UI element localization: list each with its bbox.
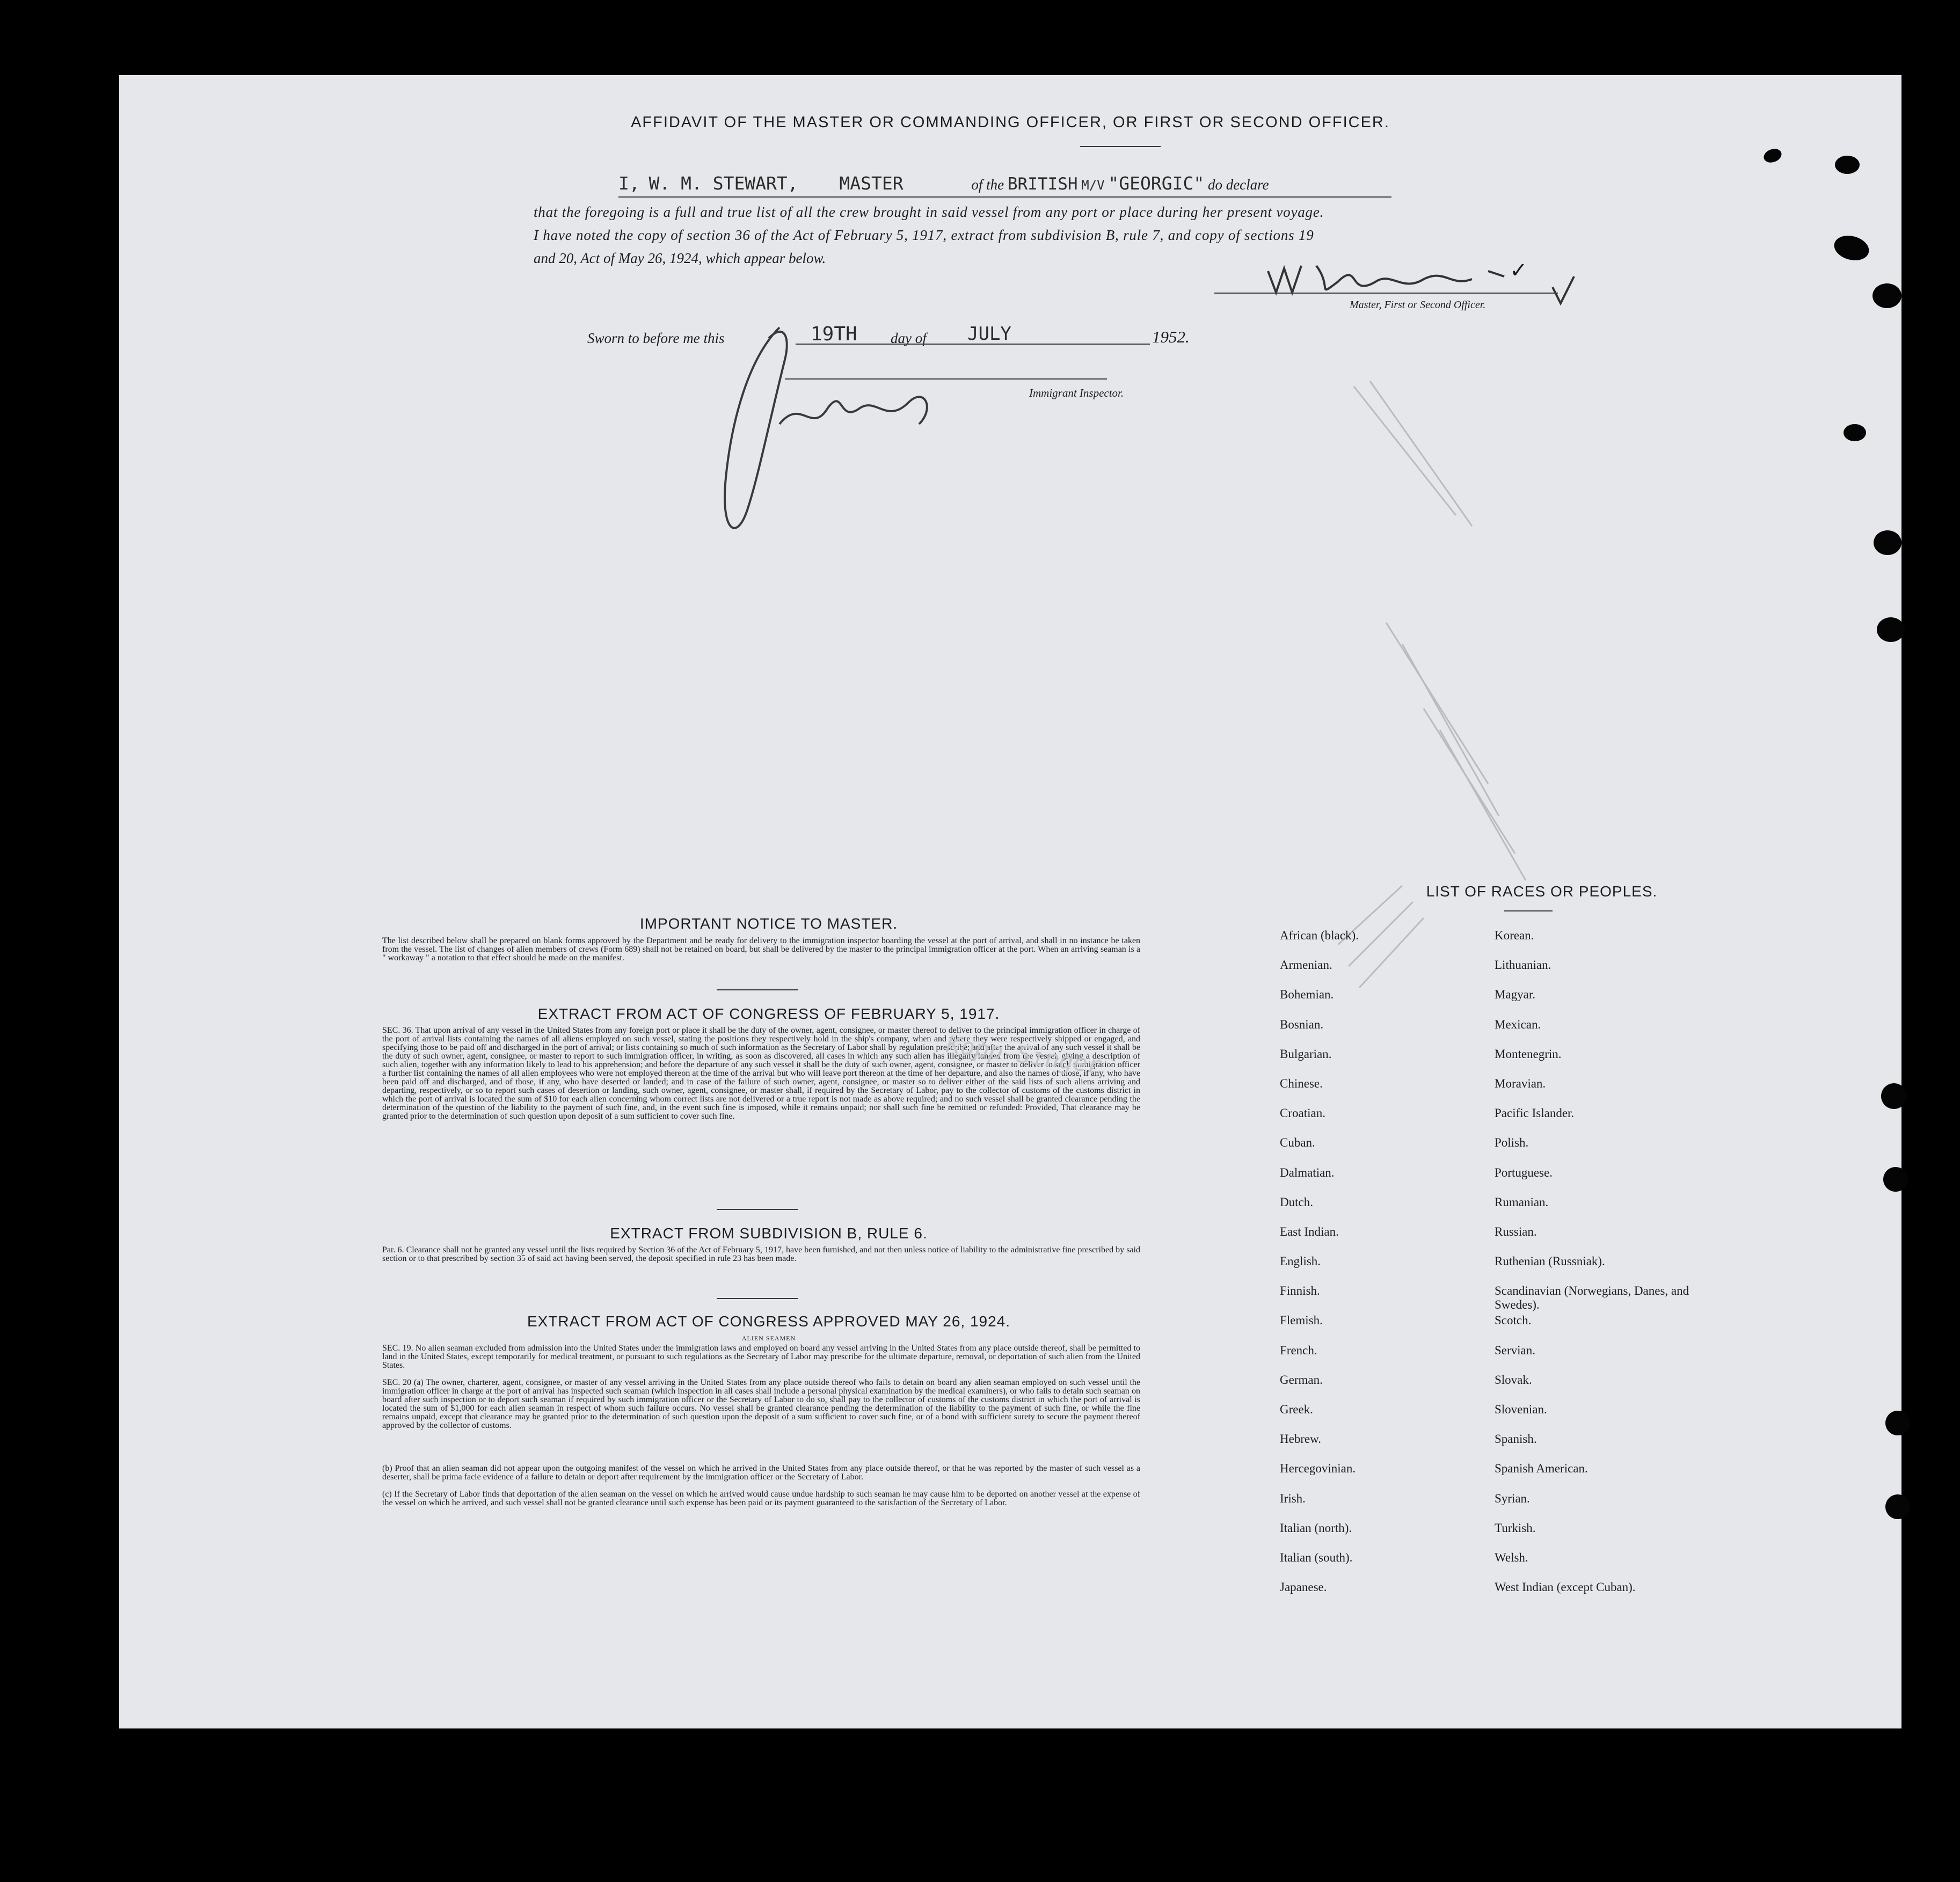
races-table [1280, 929, 1731, 1610]
race-left: Flemish. [1280, 1314, 1323, 1327]
races-row [1280, 1521, 1731, 1551]
document-page [119, 75, 1901, 1728]
check-mark: ✓ [1510, 258, 1528, 282]
sworn-day: 19TH [811, 323, 857, 345]
extract-1917-divider [717, 1209, 798, 1210]
punch-hole [1883, 1167, 1908, 1192]
races-row [1280, 1254, 1731, 1284]
extract-1924-sec20b: (b) Proof that an alien seaman did not appear upon the outgoing manifest of the vessel on which he arrived in the United States from any place outside thereof, or that he was reported by the master of such vessel as a deserter, shall be prima facie evidence of a failure to detain or deport after requirement by the immigration officer or the Secretary of Labor. [382, 1464, 1140, 1482]
races-list [1280, 929, 1731, 1610]
races-row [1280, 1047, 1731, 1077]
races-row [1280, 1432, 1731, 1462]
punch-hole [1872, 283, 1901, 308]
race-right: Scandinavian (Norwegians, Danes, and Swedes). [1495, 1284, 1689, 1312]
races-row [1280, 1077, 1731, 1106]
extract-1924-sec19: SEC. 19. No alien seaman excluded from admission into the United States under the immigration laws and employed on board any vessel arriving in the United States from any place outside thereof, shall be permitted to land in the United States, except temporarily for medical treatment, or pursuant to such regulations as the Secretary of Labor may prescribe for the ultimate departure, removal, or deportation of such alien from the United States. [382, 1344, 1140, 1370]
race-left: Dalmatian. [1280, 1165, 1335, 1179]
race-left: Italian (north). [1280, 1521, 1352, 1535]
race-left: French. [1280, 1343, 1317, 1357]
race-right: Slovak. [1495, 1373, 1532, 1387]
inspector-signature-scribble [699, 317, 957, 542]
vessel-name: "GEORGIC" [1108, 173, 1205, 194]
declaration-line-3: I have noted the copy of section 36 of the Act of February 5, 1917, extract from subdivision B, rule 7, and copy of sections 19 [534, 227, 1314, 243]
subdivision-text: Par. 6. Clearance shall not be granted any vessel until the lists required by Section 36 of the Act of February 5, 1917, have been furnished, and not then unless notice of liability to the administrative fine prescribed by said section or to that prescribed by section 35 of said act having been served, the deposit specified in rule 23 has been made. [382, 1245, 1140, 1263]
race-right: Magyar. [1495, 988, 1536, 1002]
race-left: Bulgarian. [1280, 1047, 1332, 1061]
races-row [1280, 1106, 1731, 1136]
race-right: Korean. [1495, 929, 1534, 942]
race-right: Welsh. [1495, 1550, 1528, 1564]
race-left: Italian (south). [1280, 1550, 1353, 1564]
punch-hole [1881, 1083, 1907, 1109]
race-right: Portuguese. [1495, 1165, 1553, 1179]
race-left: Bosnian. [1280, 1017, 1324, 1031]
bleed-through-marks [1338, 301, 1563, 1015]
notice-text: The list described below shall be prepared on blank forms approved by the Department and be ready for delivery to the immigration inspector boarding the vessel at the port of arrival, and shall in no instance be taken from the vessel. The list of changes of alien members of crews (Form 689) shall not be retained on board, but shall be delivered by the master to the principal immigration officer at the port. When an arriving seaman is a " workaway " a notation to that effect should be made on the manifest. [382, 936, 1140, 962]
punch-hole [1874, 530, 1901, 555]
race-left: English. [1280, 1254, 1321, 1268]
of-the-label: of the [971, 177, 1004, 193]
race-right: Rumanian. [1495, 1195, 1549, 1209]
race-left: Bohemian. [1280, 988, 1334, 1002]
race-right: Pacific Islander. [1495, 1106, 1575, 1120]
subdivision-title: EXTRACT FROM SUBDIVISION B, RULE 6. [610, 1225, 928, 1242]
race-right: Mexican. [1495, 1017, 1541, 1031]
declarant-i: I, [618, 173, 640, 194]
race-right: West Indian (except Cuban). [1495, 1580, 1636, 1594]
margin-note: Kopp Singer [944, 1030, 1104, 1080]
subdivision-divider [717, 1298, 798, 1299]
race-right: Polish. [1495, 1136, 1529, 1150]
race-right: Russian. [1495, 1224, 1537, 1238]
race-left: Japanese. [1280, 1580, 1327, 1594]
races-row [1280, 1462, 1731, 1491]
race-right: Turkish. [1495, 1521, 1536, 1535]
inspector-line [785, 378, 1107, 380]
races-row [1280, 1225, 1731, 1254]
sworn-label: Sworn to before me this [587, 330, 725, 346]
sworn-year: 1952. [1152, 327, 1190, 346]
affidavit-title: AFFIDAVIT OF THE MASTER OR COMMANDING OFFICER, OR FIRST OR SECOND OFFICER. [631, 114, 1390, 131]
races-title: LIST OF RACES OR PEOPLES. [1426, 883, 1658, 900]
declaration-line-1 [618, 173, 1687, 194]
punch-hole [1835, 156, 1860, 174]
race-right: Slovenian. [1495, 1403, 1547, 1416]
signature-caption: Master, First or Second Officer. [1350, 299, 1486, 311]
race-right: Scotch. [1495, 1314, 1532, 1327]
inspector-caption: Immigrant Inspector. [1029, 386, 1124, 399]
race-right: Spanish. [1495, 1432, 1537, 1446]
race-left: Greek. [1280, 1403, 1313, 1416]
declaration-line-2: that the foregoing is a full and true list of all the crew brought in said vessel from any port or place during her present voyage. [534, 204, 1324, 220]
races-row [1280, 1373, 1731, 1403]
races-row [1280, 1166, 1731, 1195]
race-left: Chinese. [1280, 1076, 1323, 1090]
race-left: Croatian. [1280, 1106, 1325, 1120]
race-left: Hercegovinian. [1280, 1462, 1356, 1476]
race-left: African (black). [1280, 929, 1359, 942]
punch-hole [1885, 1411, 1910, 1435]
day-of-label: day of [891, 330, 927, 346]
races-row [1280, 1195, 1731, 1225]
race-right: Spanish American. [1495, 1462, 1588, 1476]
punch-hole [1885, 1494, 1910, 1519]
extract-1917-text: SEC. 36. That upon arrival of any vessel in the United States from any foreign port or place it shall be the duty of the owner, agent, consignee, or master thereof to deliver to the principal immigration officer in charge of the port of arrival lists containing the names of all aliens employed on such vessel, stating the positions they respectively hold in the ship's company, when and where they were respectively shipped or engaged, and specifying those to be paid off and discharged in the port of arrival; or lists containing so much of such information as the Secretary of Labor shall by regulation prescribe; and after the arrival of any such vessel it shall be the duty of such owner, agent, consignee, or master to report to such immigration officer, in writing, as soon as discovered, all cases in which any such alien has illegally landed from the vessel, giving a description of such alien, together with any information likely to lead to his apprehension; and before the departure of any such vessel it shall be the duty of such owner, agent, consignee, or master to deliver to such immigration officer a further list containing the names of all alien employees who were not employed thereon at the time of the arrival but who will leave port thereon at the time of her departure, and also the names of those, if any, who have been paid off and discharged, and of those, if any, who have deserted or landed; and in case of the failure of such owner, agent, consignee, or master so to deliver either of the said lists of such aliens arriving and departing, respectively, or so to report such cases of desertion or landing, such owner, agent, consignee, or master shall, if required by the Secretary of Labor, pay to the collector of customs of the customs district in which the port of arrival is located the sum of $10 for each alien concerning whom correct lists are not delivered or a true report is not made as above required; and no such vessel shall be granted clearance pending the determination of the question of the liability to the payment of such fine, and, in the event such fine is imposed, while it remains unpaid; nor shall such fine be remitted or refunded: Provided, That clearance may be granted prior to the determination of such question upon deposit of a sum sufficient to cover such fine. [382, 1026, 1140, 1121]
race-right: Moravian. [1495, 1076, 1546, 1090]
extract-1917-title: EXTRACT FROM ACT OF CONGRESS OF FEBRUARY 5, 1917. [537, 1005, 1000, 1022]
declaration-name-line [618, 196, 1391, 198]
race-right: Syrian. [1495, 1491, 1530, 1505]
punch-hole [1877, 617, 1905, 642]
notice-divider [717, 989, 798, 990]
race-left: Dutch. [1280, 1195, 1313, 1209]
race-right: Servian. [1495, 1343, 1536, 1357]
races-row [1280, 1314, 1731, 1343]
races-row [1280, 1551, 1731, 1580]
races-row [1280, 1344, 1731, 1373]
race-right: Ruthenian (Russniak). [1495, 1254, 1605, 1268]
race-right: Lithuanian. [1495, 958, 1551, 972]
race-left: Cuban. [1280, 1136, 1315, 1150]
race-left: Hebrew. [1280, 1432, 1322, 1446]
races-row [1280, 958, 1731, 988]
race-left: Armenian. [1280, 958, 1332, 972]
do-declare-label: do declare [1207, 177, 1269, 193]
declaration-line-4: and 20, Act of May 26, 1924, which appear below. [534, 250, 826, 266]
race-left: German. [1280, 1373, 1323, 1387]
races-row [1280, 1018, 1731, 1047]
races-divider [1504, 910, 1553, 911]
vessel-nationality: BRITISH [1007, 174, 1078, 194]
signature-line [1214, 293, 1558, 294]
extract-1924-title: EXTRACT FROM ACT OF CONGRESS APPROVED MAY 26, 1924. [527, 1313, 1011, 1330]
punch-hole [1844, 424, 1866, 441]
race-left: Irish. [1280, 1491, 1306, 1505]
race-right: Montenegrin. [1495, 1047, 1562, 1061]
extract-1924-sec20a: SEC. 20 (a) The owner, charterer, agent, consignee, or master of any vessel arriving in the United States from any place outside thereof who fails to detain on board any alien seaman employed on such vessel until the immigration officer in charge at the port of arrival has inspected such seaman (which inspection in all cases shall include a personal physical examination by the medical examiners), or who fails to detain such seaman on board after such inspection or to deport such seaman if required by such immigration officer or the Secretary of Labor to do so, shall pay to the collector of customs of the customs district in which the port of arrival is located the sum of $1,000 for each alien seaman in respect of whom such failure occurs. No vessel shall be granted clearance pending the determination of the liability to the payment of such fine, or while the fine remains unpaid, except that clearance may be granted prior to the determination of such question upon the deposit of a sum sufficient to cover such fine, or of a bond with sufficient surety to secure the payment thereof approved by the collector of customs. [382, 1378, 1140, 1430]
race-left: Finnish. [1280, 1284, 1320, 1298]
races-row [1280, 1136, 1731, 1165]
races-row [1280, 1580, 1731, 1610]
race-left: East Indian. [1280, 1224, 1339, 1238]
vessel-type: M/V [1081, 178, 1105, 193]
races-row [1280, 1492, 1731, 1521]
races-row [1280, 1284, 1731, 1314]
master-name: W. M. STEWART, [649, 173, 798, 194]
officer-rank: MASTER [839, 173, 904, 194]
races-row [1280, 929, 1731, 958]
title-divider [1080, 146, 1161, 147]
notice-title: IMPORTANT NOTICE TO MASTER. [639, 915, 898, 932]
races-row [1280, 1403, 1731, 1432]
sworn-month: JULY [967, 323, 1011, 345]
extract-1924-subtitle: ALIEN SEAMEN [741, 1334, 796, 1342]
extract-1924-sec20c: (c) If the Secretary of Labor finds that deportation of the alien seaman on the vessel on which he arrived would cause undue hardship to such seaman he may cause him to be deported on another vessel at the expense of the vessel on which he arrived, and such vessel shall not be granted clearance until such expense has been paid or its payment guaranteed to the satisfaction of the Secretary of Labor. [382, 1490, 1140, 1507]
races-row [1280, 988, 1731, 1017]
